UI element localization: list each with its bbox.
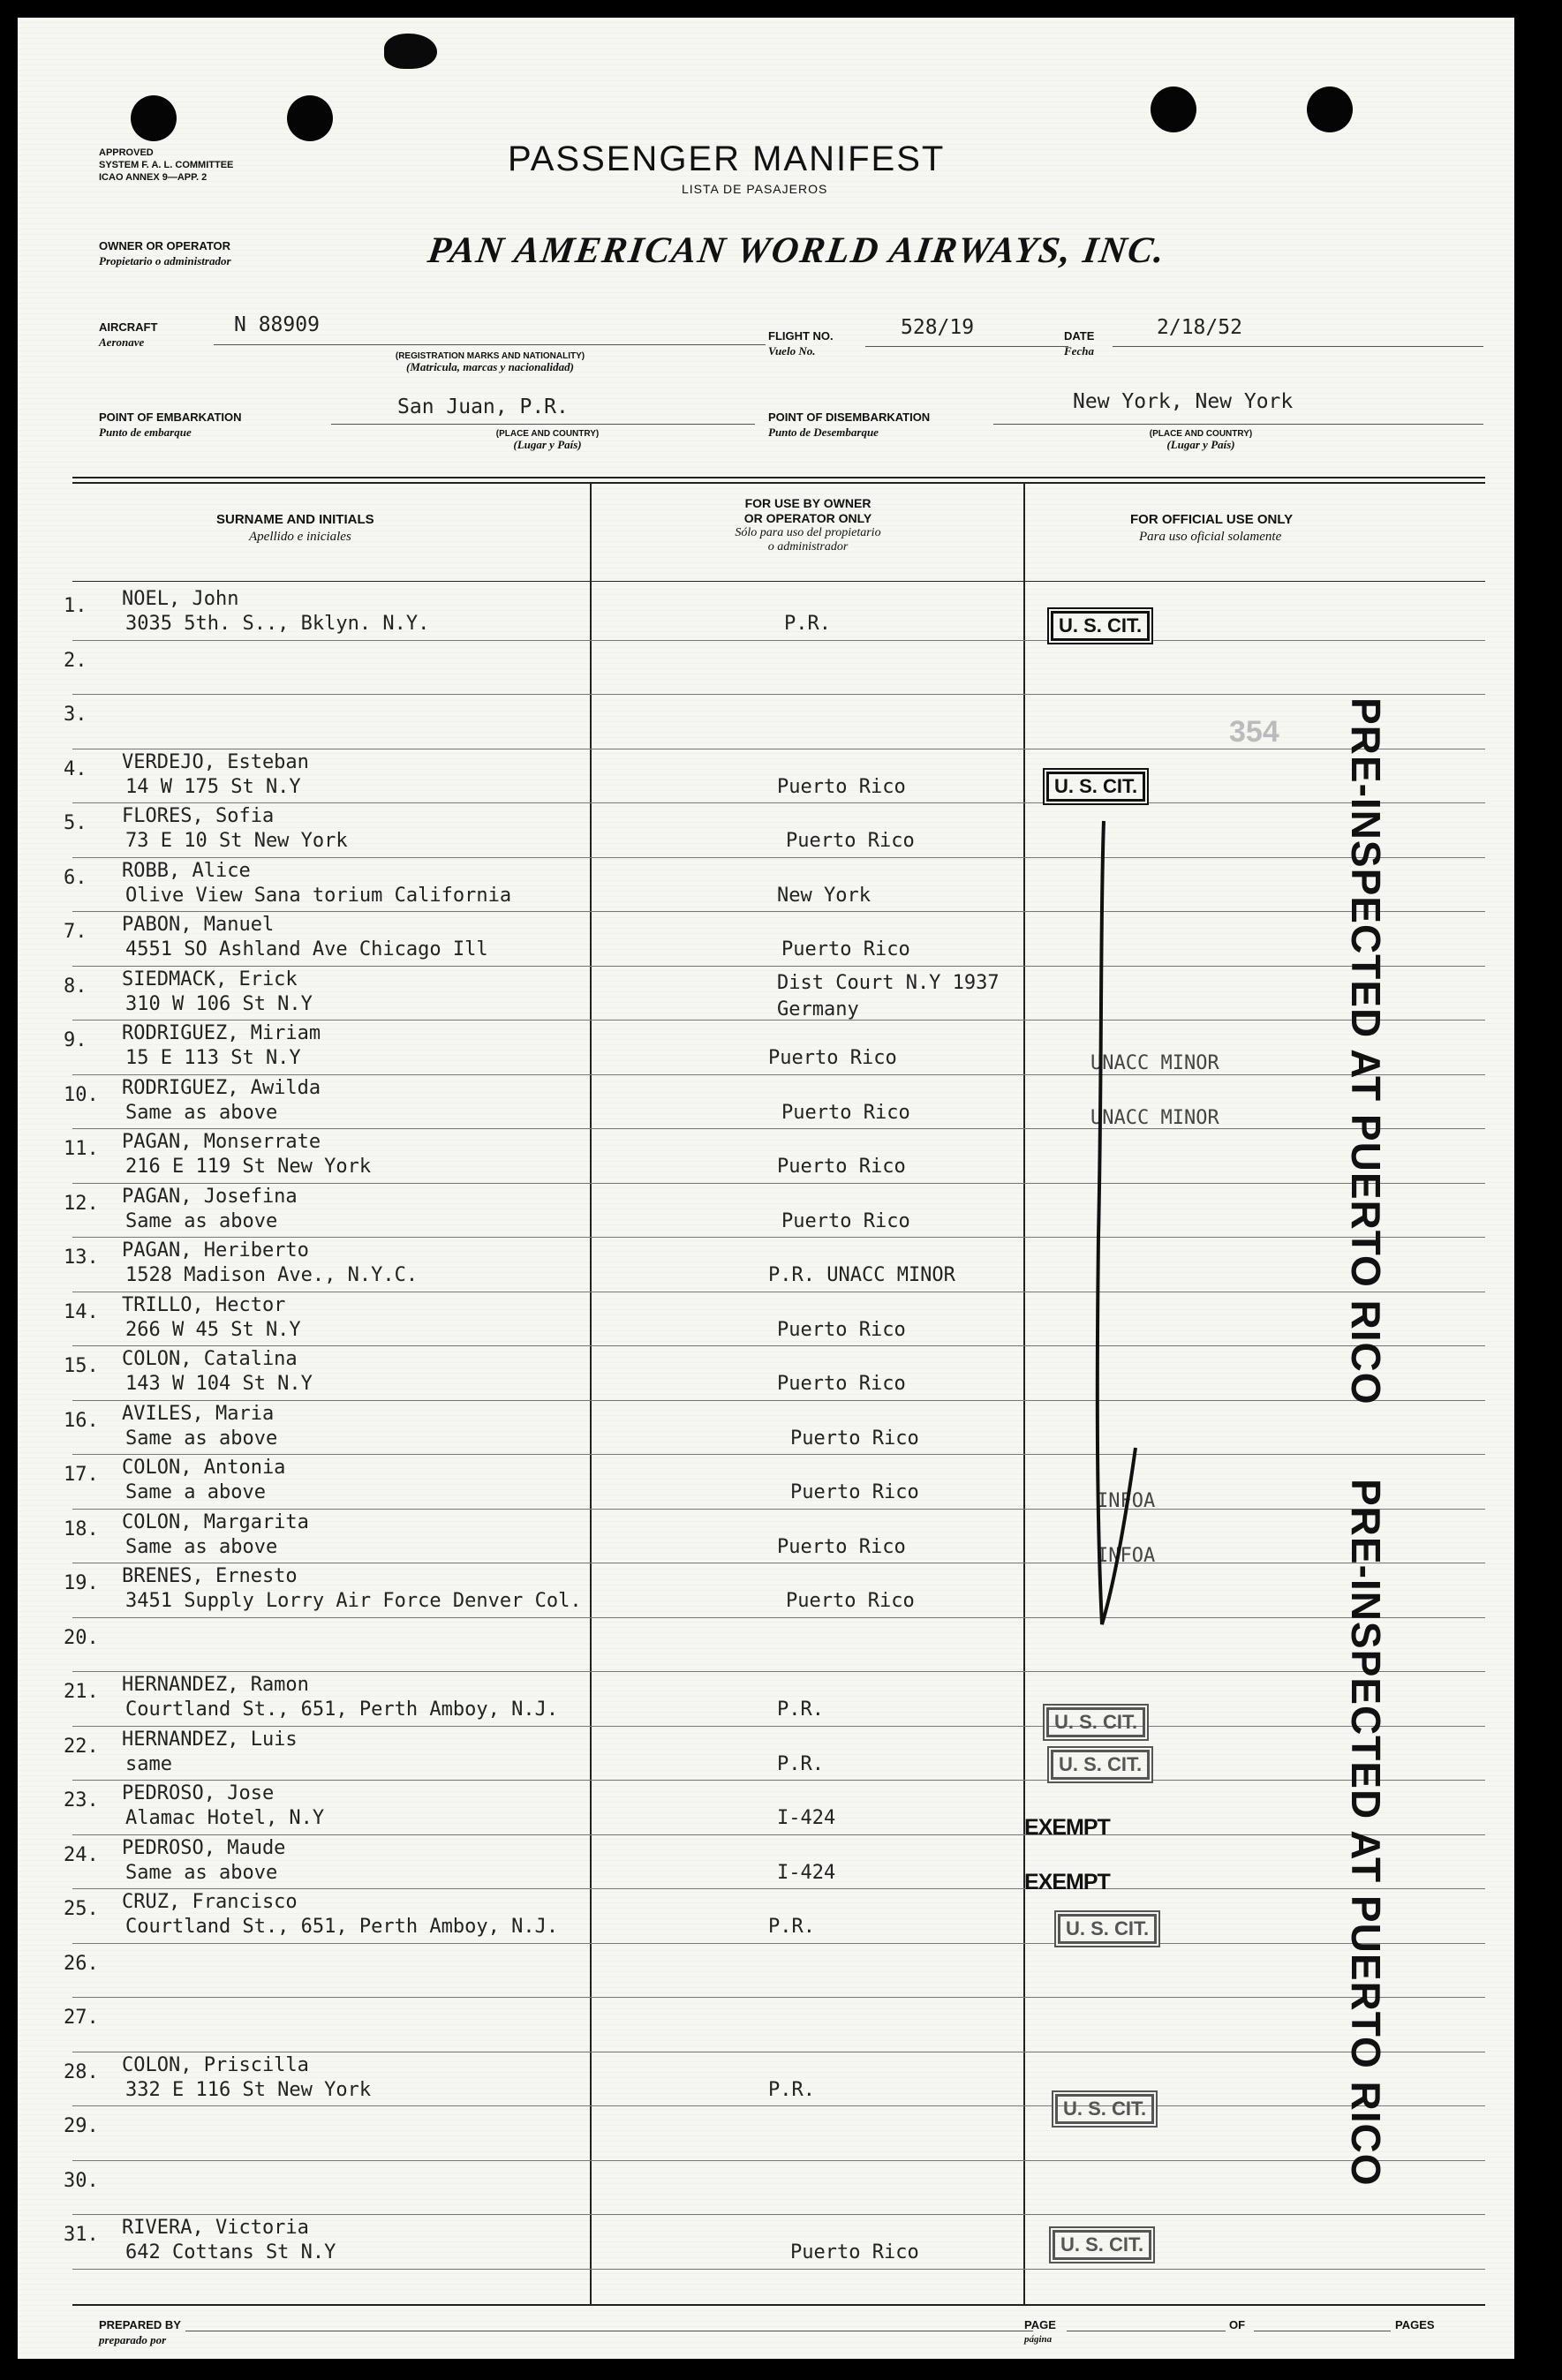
row-number: 11. (64, 1138, 99, 1160)
row-number: 7. (64, 921, 87, 943)
passenger-name: PAGAN, Heriberto (122, 1239, 309, 1262)
row-rule (72, 1997, 1485, 1998)
row-number: 6. (64, 866, 87, 889)
aircraft-label: AIRCRAFT Aeronave (99, 320, 158, 349)
passenger-name: HERNANDEZ, Ramon (122, 1674, 309, 1696)
passenger-address: Courtland St., 651, Perth Amboy, N.J. (125, 1698, 559, 1721)
table-bottom-rule (72, 2304, 1485, 2306)
column-header-surname-es: Apellido e iniciales (249, 530, 351, 544)
row-number: 31. (64, 2224, 99, 2246)
row-rule (72, 694, 1485, 695)
passenger-name: RODRIGUEZ, Awilda (122, 1076, 321, 1099)
pre-inspected-stamp: PRE-INSPECTED AT PUERTO RICO (1343, 1479, 1389, 2187)
passenger-name: ROBB, Alice (122, 859, 251, 882)
operator-note: Puerto Rico (777, 1373, 906, 1395)
operator-note: Dist Court N.Y 1937 Germany (777, 971, 1000, 1021)
us-citizen-stamp: U. S. CIT. (1053, 2230, 1151, 2260)
disembark-place-caption: (PLACE AND COUNTRY) (Lugar y País) (1149, 429, 1253, 451)
operator-note: Puerto Rico (790, 1481, 919, 1503)
disembark-value: New York, New York (1073, 390, 1294, 413)
tear-mark (384, 34, 437, 69)
row-rule (72, 1943, 1485, 1944)
passenger-name: VERDEJO, Esteban (122, 750, 309, 773)
passenger-address: 14 W 175 St N.Y (125, 775, 301, 798)
operator-note: P.R. (768, 1916, 815, 1938)
passenger-name: RODRIGUEZ, Miriam (122, 1022, 321, 1044)
row-number: 26. (64, 1952, 99, 1975)
passenger-name: PAGAN, Josefina (122, 1185, 298, 1208)
operator-note: P.R. (768, 2078, 815, 2101)
passenger-address: Same as above (125, 1209, 278, 1232)
passenger-name: COLON, Margarita (122, 1510, 309, 1533)
date-label: DATE Fecha (1064, 329, 1095, 358)
row-number: 19. (64, 1572, 99, 1594)
passenger-address: 1528 Madison Ave., N.Y.C. (125, 1264, 419, 1286)
page-title: PASSENGER MANIFEST (508, 139, 946, 178)
passenger-address: 216 E 119 St New York (125, 1156, 372, 1178)
passenger-address: Same as above (125, 1427, 278, 1450)
embark-underline (331, 424, 755, 425)
passenger-address: Courtland St., 651, Perth Amboy, N.J. (125, 1916, 559, 1938)
page-subtitle: LISTA DE PASAJEROS (682, 182, 828, 196)
row-number: 14. (64, 1300, 99, 1323)
passenger-name: HERNANDEZ, Luis (122, 1728, 298, 1751)
passenger-address: same (125, 1752, 172, 1775)
operator-note: Puerto Rico (790, 2241, 919, 2263)
row-number: 27. (64, 2007, 99, 2029)
us-citizen-stamp: U. S. CIT. (1055, 2094, 1154, 2124)
row-rule (72, 802, 1485, 803)
prepared-by-label: PREPARED BY preparado por (99, 2318, 181, 2346)
row-number: 13. (64, 1246, 99, 1269)
column-divider (590, 484, 592, 2304)
operator-note: Puerto Rico (777, 1535, 906, 1558)
punch-hole (1151, 87, 1196, 132)
operator-note: P.R. (784, 613, 831, 635)
passenger-name: SIEDMACK, Erick (122, 968, 298, 990)
unacc-minor-note: UNACC MINOR (1090, 1052, 1219, 1074)
embark-place-caption: (PLACE AND COUNTRY) (Lugar y País) (495, 429, 600, 451)
passenger-address: 266 W 45 St N.Y (125, 1318, 301, 1341)
row-number: 3. (64, 704, 87, 726)
unacc-minor-note: UNACC MINOR (1090, 1107, 1219, 1129)
passenger-name: PEDROSO, Maude (122, 1836, 286, 1859)
row-number: 22. (64, 1735, 99, 1758)
passenger-address: 332 E 116 St New York (125, 2078, 372, 2101)
embark-value: San Juan, P.R. (397, 395, 569, 418)
disembark-underline (993, 424, 1483, 425)
operator-note: I-424 (777, 1861, 836, 1884)
row-number: 12. (64, 1192, 99, 1215)
us-citizen-stamp: U. S. CIT. (1051, 1750, 1150, 1780)
row-number: 29. (64, 2115, 99, 2137)
column-header-official: FOR OFFICIAL USE ONLY (1130, 512, 1294, 527)
registration-caption: (REGISTRATION MARKS AND NATIONALITY) (Matricula, marcas y nacionalidad) (395, 351, 585, 373)
pages-label: PAGES (1395, 2318, 1435, 2331)
row-rule (72, 2105, 1485, 2106)
passenger-address: Same as above (125, 1535, 278, 1558)
row-number: 4. (64, 757, 87, 780)
row-rule (72, 1400, 1485, 1401)
exempt-stamp: EXEMPT (1024, 1870, 1110, 1894)
passenger-name: PAGAN, Monserrate (122, 1131, 321, 1153)
row-number: 16. (64, 1409, 99, 1432)
row-rule (72, 640, 1485, 641)
passenger-name: FLORES, Sofia (122, 805, 275, 827)
punch-hole (131, 95, 177, 141)
operator-note: Puerto Rico (786, 1590, 915, 1612)
passenger-name: COLON, Catalina (122, 1348, 298, 1370)
embark-label: POINT OF EMBARKATION Punto de embarque (99, 410, 242, 439)
column-header-official-es: Para uso oficial solamente (1139, 530, 1282, 544)
faint-stamp-number: 354 (1229, 715, 1279, 749)
row-rule (72, 1617, 1485, 1618)
column-header-operator-es: Sólo para uso del propietario o administrador (735, 526, 881, 554)
handwritten-check-mark (1077, 812, 1148, 1642)
page-label: PAGE página (1024, 2318, 1056, 2345)
column-divider (1023, 484, 1025, 2304)
passenger-address: Same as above (125, 1861, 278, 1884)
passenger-address: 3035 5th. S.., Bklyn. N.Y. (125, 613, 430, 635)
passenger-address: 642 Cottans St N.Y (125, 2241, 336, 2263)
date-value: 2/18/52 (1157, 316, 1242, 339)
row-number: 24. (64, 1843, 99, 1866)
row-rule (72, 2160, 1485, 2161)
passenger-name: PEDROSO, Jose (122, 1782, 275, 1804)
row-number: 8. (64, 975, 87, 998)
of-label: OF (1229, 2318, 1246, 2331)
flight-label: FLIGHT NO. Vuelo No. (768, 329, 834, 358)
date-underline (1113, 346, 1483, 347)
passenger-name: TRILLO, Hector (122, 1293, 286, 1316)
row-number: 21. (64, 1681, 99, 1703)
operator-note: Puerto Rico (781, 938, 910, 960)
operator-note: I-424 (777, 1807, 836, 1829)
row-number: 23. (64, 1789, 99, 1811)
punch-hole (1307, 87, 1353, 132)
operator-note: P.R. (777, 1752, 824, 1775)
passenger-name: CRUZ, Francisco (122, 1891, 298, 1913)
column-header-surname: SURNAME AND INITIALS (216, 512, 374, 527)
table-top-rule (72, 482, 1485, 484)
operator-note: Puerto Rico (781, 1209, 910, 1232)
manifest-sheet (18, 18, 1514, 2359)
operator-note: Puerto Rico (768, 1047, 897, 1069)
row-number: 20. (64, 1626, 99, 1649)
passenger-address: Same a above (125, 1481, 266, 1503)
us-citizen-stamp: U. S. CIT. (1051, 611, 1150, 641)
us-citizen-stamp: U. S. CIT. (1046, 772, 1145, 802)
row-rule (72, 1780, 1485, 1781)
us-citizen-stamp: U. S. CIT. (1058, 1914, 1157, 1944)
row-number: 17. (64, 1464, 99, 1486)
row-number: 28. (64, 2060, 99, 2083)
operator-note: Puerto Rico (777, 1318, 906, 1341)
punch-hole (287, 95, 333, 141)
operator-note: New York (777, 884, 871, 907)
passenger-address: 143 W 104 St N.Y (125, 1373, 313, 1395)
owner-name: PAN AMERICAN WORLD AIRWAYS, INC. (425, 230, 1169, 271)
row-number: 2. (64, 649, 87, 672)
operator-note: P.R. UNACC MINOR (768, 1264, 955, 1286)
disembark-label: POINT OF DISEMBARKATION Punto de Desembarque (768, 410, 931, 439)
passenger-address: 3451 Supply Lorry Air Force Denver Col. (125, 1590, 582, 1612)
passenger-address: Alamac Hotel, N.Y (125, 1807, 325, 1829)
infoa-note: INFOA (1097, 1490, 1156, 1512)
row-number: 9. (64, 1029, 87, 1051)
infoa-note: INFOA (1097, 1545, 1156, 1567)
passenger-name: AVILES, Maria (122, 1402, 275, 1425)
passenger-name: COLON, Antonia (122, 1457, 286, 1479)
row-rule (72, 2269, 1485, 2270)
header-bottom-rule (72, 581, 1485, 582)
operator-note: P.R. (777, 1698, 824, 1721)
row-number: 1. (64, 595, 87, 617)
flight-underline (865, 346, 1068, 347)
passenger-name: NOEL, John (122, 588, 239, 610)
passenger-address: 73 E 10 St New York (125, 830, 348, 852)
operator-note: Puerto Rico (781, 1101, 910, 1124)
passenger-address: 15 E 113 St N.Y (125, 1047, 301, 1069)
row-rule (72, 857, 1485, 858)
operator-note: Puerto Rico (790, 1427, 919, 1450)
aircraft-underline (214, 344, 766, 345)
row-number: 15. (64, 1355, 99, 1377)
flight-value: 528/19 (901, 316, 975, 339)
row-number: 25. (64, 1898, 99, 1920)
row-rule (72, 911, 1485, 912)
operator-note: Puerto Rico (777, 775, 906, 798)
owner-label: OWNER OR OPERATOR Propietario o administrador (99, 239, 231, 267)
pre-inspected-stamp: PRE-INSPECTED AT PUERTO RICO (1343, 697, 1389, 1405)
operator-note: Puerto Rico (777, 1156, 906, 1178)
row-number: 10. (64, 1083, 99, 1106)
aircraft-value: N 88909 (234, 313, 320, 336)
passenger-address: Olive View Sana torium California (125, 884, 512, 907)
passenger-address: 310 W 106 St N.Y (125, 992, 313, 1015)
passenger-name: PABON, Manuel (122, 914, 275, 936)
table-top-rule (72, 477, 1485, 478)
exempt-stamp: EXEMPT (1024, 1815, 1110, 1840)
passenger-name: RIVERA, Victoria (122, 2217, 309, 2239)
passenger-address: 4551 SO Ashland Ave Chicago Ill (125, 938, 488, 960)
operator-note: Puerto Rico (786, 830, 915, 852)
column-header-operator: FOR USE BY OWNER OR OPERATOR ONLY (743, 496, 872, 525)
row-number: 5. (64, 812, 87, 834)
row-number: 18. (64, 1518, 99, 1540)
passenger-name: BRENES, Ernesto (122, 1565, 298, 1587)
row-number: 30. (64, 2169, 99, 2192)
approval-block: APPROVED SYSTEM F. A. L. COMMITTEE ICAO ANNEX 9—APP. 2 (99, 147, 234, 183)
passenger-address: Same as above (125, 1101, 278, 1124)
passenger-name: COLON, Priscilla (122, 2053, 309, 2076)
us-citizen-stamp: U. S. CIT. (1046, 1707, 1145, 1737)
